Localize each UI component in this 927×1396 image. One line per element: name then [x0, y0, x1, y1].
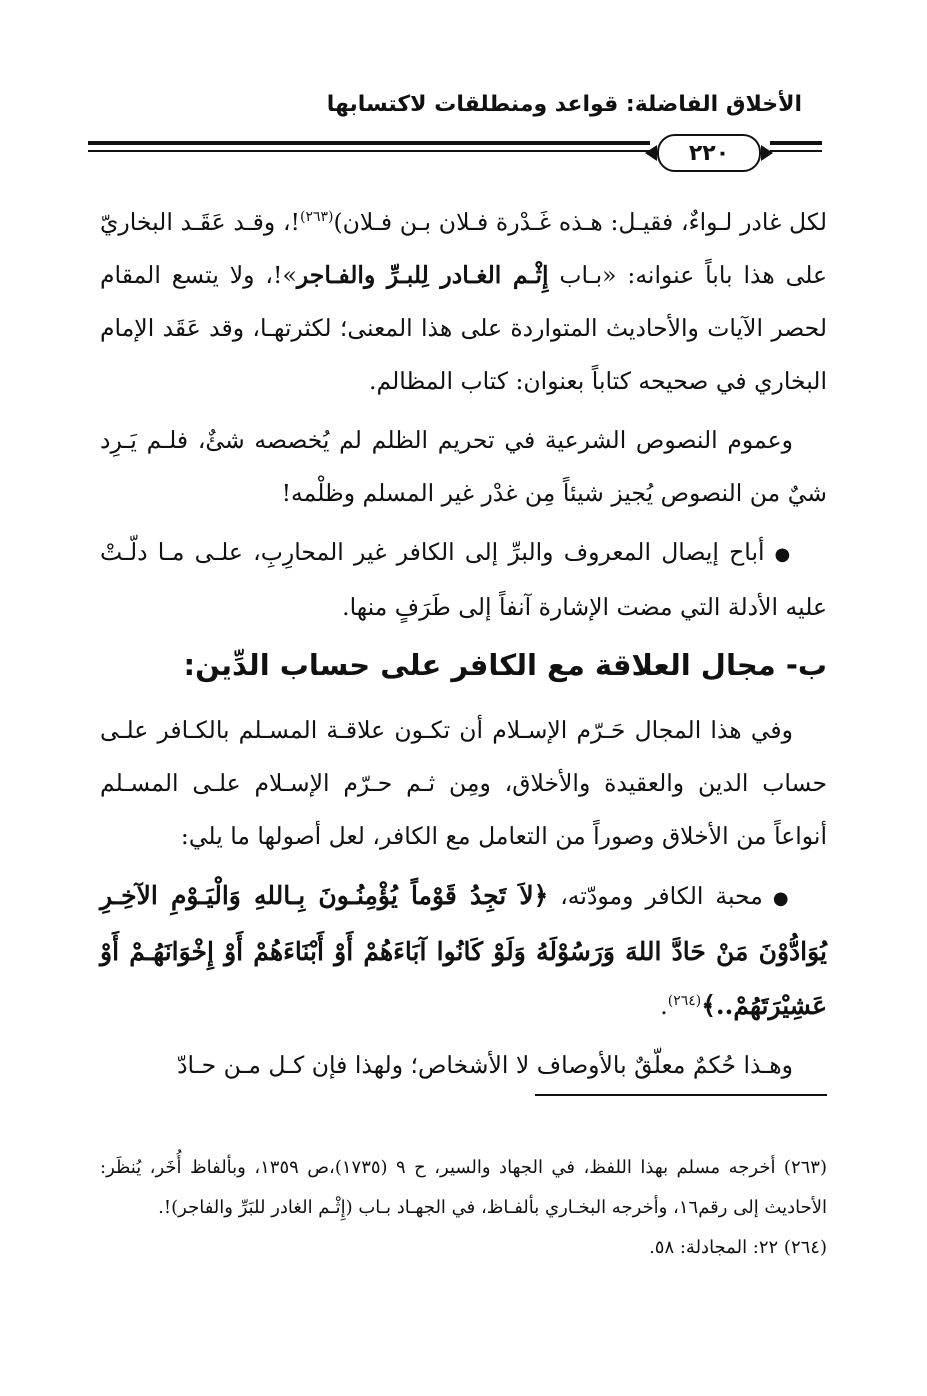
section-heading: ب- مجال العلاقة مع الكافر على حساب الدِّين:: [183, 648, 827, 682]
footnote-ref-263[interactable]: (٢٦٣): [299, 209, 334, 226]
page-number-badge: [657, 134, 761, 172]
header-rule-left-thick: [88, 141, 650, 145]
bullet-icon: ●: [772, 888, 793, 909]
footnote-ref-264[interactable]: (٢٦٤): [667, 993, 702, 1010]
bullet-item-2: [100, 869, 827, 1033]
body-text: [100, 196, 827, 1098]
footnote-separator: [535, 1094, 827, 1096]
quran-verse: ﴿لاَ تَجِدُ قَوْماً يُؤْمِنُـونَ بِـاللهِ وَالْيَـوْمِ الآخِـرِ يُوَادُّوْنَ مَنْ حَادَّ اللهَ وَرَسُوْلَهُ وَلَوْ كَانُوا آبَاءَهُمْ أَوْ أَبْنَاءَهُمْ أَوْ إِخْوَانَهُـمْ أَوْ عَشِيْرَتَهُمْ..﴾: [100, 881, 827, 1020]
p1-bold-title: إِثْـم الغـادر لِلبـرِّ والفـاجر: [296, 261, 549, 289]
paragraph-4: وهـذا حُكمٌ معلّقٌ بالأوصاف لا الأشخاص؛ ولهذا فإن كـل مـن حـادّ: [177, 1051, 793, 1079]
p1-part2: !، وقـد عَقَـد البخاريّ على هذا باباً عنوانه: «بـاب: [100, 208, 827, 289]
bullet-2-intro: محبة الكافر ومودّته،: [548, 882, 763, 910]
bullet-icon: ●: [774, 544, 793, 565]
header-rule-right-thick: [770, 141, 822, 145]
paragraph-3: وفي هذا المجال حَـرّم الإسـلام أن تكـون علاقـة المسـلم بالكـافر علـى حساب الدين والعقيدة والأخلاق، ومِن ثـم حـرّم الإسـلام علـى المسـلم أنواعاً من الأخلاق وصوراً من التعامل مع الكافر، لعل أصولها ما يلي:: [100, 716, 827, 850]
bullet-2-end: .: [660, 992, 668, 1020]
footnote-264: (٢٦٤) ٢٢: المجادلة: ٥٨.: [649, 1237, 827, 1258]
page-header-title: الأخلاق الفاضلة: قواعد ومنطلقات لاكتسابها: [326, 92, 802, 117]
bullet-1-text: أباح إيصال المعروف والبرِّ إلى الكافر غير المحارِبِ، علـى مـا دلّـتْ عليه الأدلة التي مضت الإشارة آنفاً إلى طَرَفٍ منها.: [100, 538, 827, 621]
p1-part1: لكل غادر لـواءٌ، فقيـل: هـذه غَـدْرة فـلان بـن فـلان): [333, 208, 827, 236]
paragraph-1: [100, 196, 827, 408]
paragraph-2: وعموم النصوص الشرعية في تحريم الظلم لم يُخصصه شئٌ، فلـم يَـرِد شيٌ من النصوص يُجيز شيئاً مِن غدْر غير المسلم وظلْمه!: [100, 426, 827, 507]
header-rule-right-thin: [770, 150, 822, 152]
header-rule-left-thin: [88, 150, 650, 152]
footnotes: [100, 1148, 827, 1268]
bullet-item-1: [100, 526, 827, 634]
p1-part3: »!، ولا يتسع المقام لحصر الآيات والأحاديث المتواردة على هذا المعنى؛ لكثرتهـا، وقد عَقَد الإمام البخاري في صحيحه كتاباً بعنوان: كتاب المظالم.: [100, 261, 827, 395]
page-number: ٢٢٠: [688, 140, 730, 166]
footnote-263: (٢٦٣) أخرجه مسلم بهذا اللفظ، في الجهاد والسير، ح ٩ (١٧٣٥)،ص ١٣٥٩، وبألفاظ أُخَر، يُنظَر: الأحاديث إلى رقم١٦، وأخرجه البخـاري بألفـاظ، في الجهـاد بـاب (إِثْـم الغادر للبَرِّ والفاجر)!.: [100, 1157, 827, 1218]
